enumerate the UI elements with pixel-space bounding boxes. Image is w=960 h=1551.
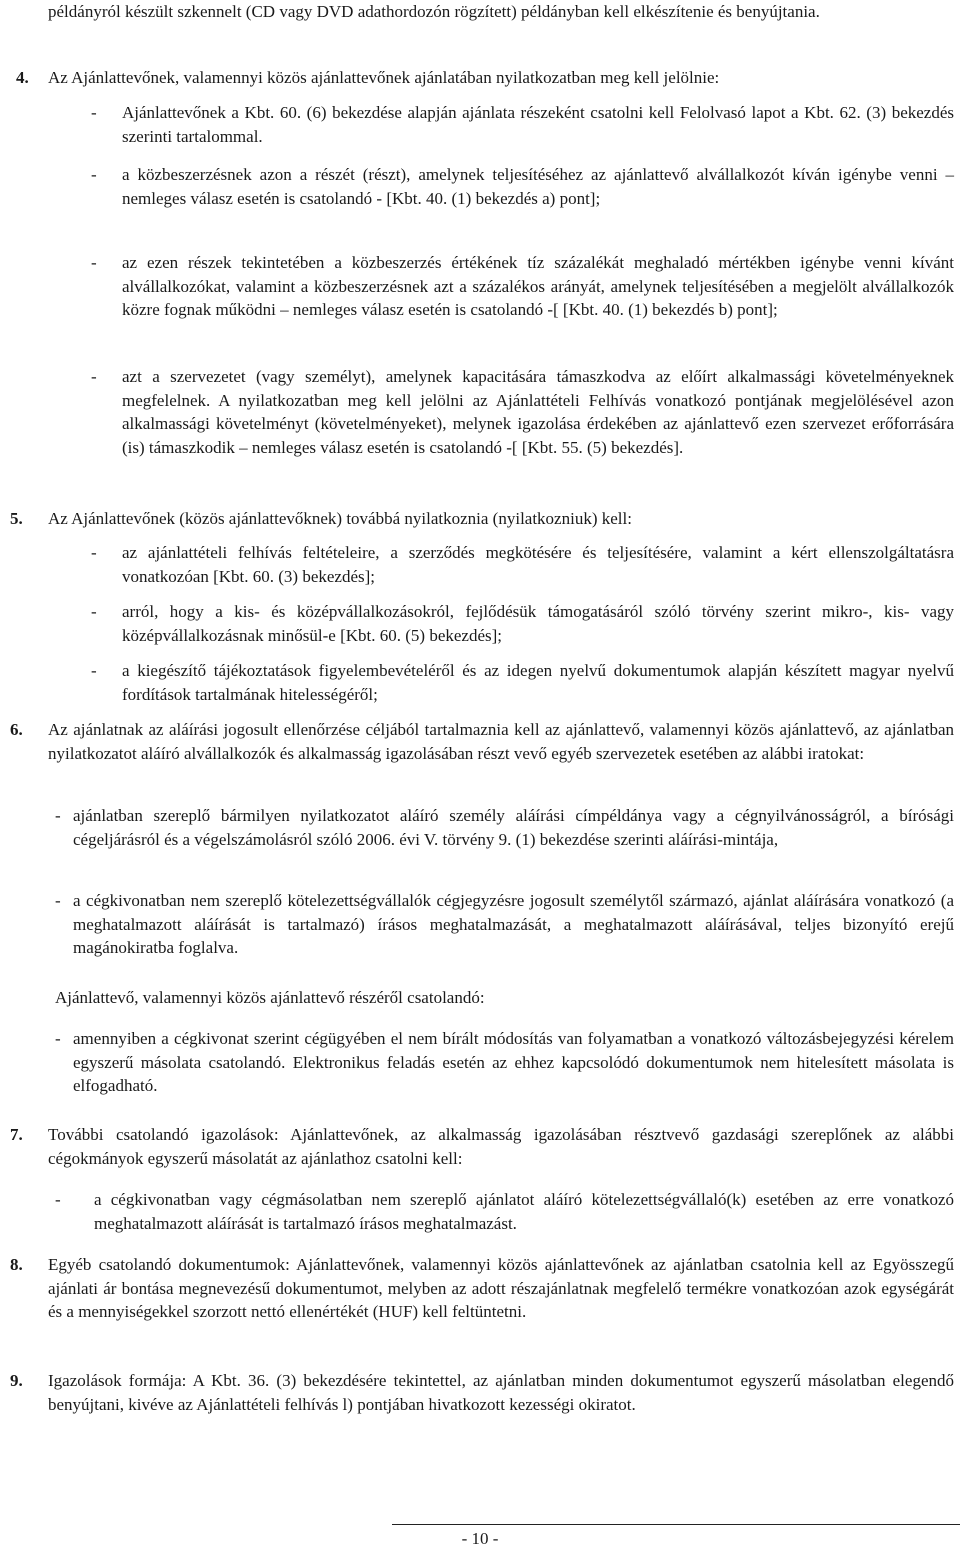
dash-bullet: - — [91, 165, 97, 184]
section-4-item-2: a közbeszerzésnek azon a részét (részt), amelynek teljesítéséhez az ajánlattevő alvállalkozót kíván igénybe venni – nemleges válasz esetén is csatolandó - [Kbt. 40. (1) bekezdés a) pont]; — [122, 165, 954, 208]
section-4-item-4: azt a szervezetet (vagy személyt), amelynek kapacitására támaszkodva az előírt alkalmassági követelményeknek megfelelnek. A nyilatkozatban meg kell jelölni az Ajánlattételi Felhívás vonatkozó pontjának megjelölésével azon alkalmassági követelményt (követelményeket), melynek igazolása érdekében az ajánlattevő ezen szervezet erőforrására (is) támaszkodik – nemleges válasz esetén is csatolandó -[ [Kbt. 55. (5) bekezdés]. — [122, 367, 954, 457]
dash-bullet: - — [55, 1190, 61, 1209]
dash-bullet: - — [55, 806, 61, 825]
section-4-intro: Az Ajánlattevőnek, valamennyi közös ajánlattevőnek ajánlatában nyilatkozatban meg kell jelölnie: — [48, 68, 720, 87]
section-5-intro: Az Ajánlattevőnek (közös ajánlattevőknek) továbbá nyilatkoznia (nyilatkozniuk) kell: — [48, 509, 632, 528]
dash-bullet: - — [91, 253, 97, 272]
dash-bullet: - — [91, 543, 97, 562]
section-6-intro: Az ajánlatnak az aláírási jogosult ellenőrzése céljából tartalmaznia kell az ajánlattevő, valamennyi közös ajánlattevő, az ajánlatban nyilatkozatot aláíró alvállalkozók és alkalmasság igazolásában részt vevő egyéb szervezetek esetében az alábbi iratokat: — [48, 720, 954, 763]
section-6-item-1: ajánlatban szereplő bármilyen nyilatkozatot aláíró személy aláírási címpéldánya vagy a cégnyilvánosságról, a bírósági cégeljárásról és a végelszámolásról szóló 2006. évi V. törvény 9. (1) bekezdése szerinti aláírási-mintája, — [73, 806, 954, 849]
section-6-sub-item: amennyiben a cégkivonat szerint cégügyében el nem bírált módosítás van folyamatban a vonatkozó változásbejegyzési kérelem egyszerű másolata csatolandó. Elektronikus feladás esetén az ehhez kapcsolódó dokumentumok nem hitelesített másolata is elfogadható. — [73, 1029, 954, 1095]
section-7-number: 7. — [10, 1125, 23, 1144]
section-4-item-3: az ezen részek tekintetében a közbeszerzés értékének tíz százalékát meghaladó mértékben igénybe venni kívánt alvállalkozókat, valamint a közbeszerzésnek azt a százalékos arányát, amelynek teljesítésében a megjelölt alvállalkozók közre fognak működni – nemleges válasz esetén is csatolandó -[ [Kbt. 40. (1) bekezdés b) pont]; — [122, 253, 954, 319]
section-6-sub-intro: Ajánlattevő, valamennyi közös ajánlattevő részéről csatolandó: — [55, 988, 485, 1007]
section-9-number: 9. — [10, 1371, 23, 1390]
section-8-text: Egyéb csatolandó dokumentumok: Ajánlattevőnek, valamennyi közös ajánlattevőnek az ajánlatban csatolnia kell az Egyösszegű ajánlati ár bontása megnevezésű dokumentumot, melyben az adott részajánlatnak megfelelő termékre vonatkozóan azok egységárát és a mennyiségekkel szorzott nettó ellenértékét (HUF) kell feltüntetni. — [48, 1255, 954, 1321]
section-5-item-2: arról, hogy a kis- és középvállalkozásokról, fejlődésük támogatásáról szóló törvény szerint mikro-, kis- vagy középvállalkozásnak minősül-e [Kbt. 60. (5) bekezdés]; — [122, 602, 954, 645]
section-5-item-3: a kiegészítő tájékoztatások figyelembevételéről és az idegen nyelvű dokumentumok alapján készített magyar nyelvű fordítások tartalmának hitelességéről; — [122, 661, 954, 704]
section-5-item-1: az ajánlattételi felhívás feltételeire, a szerződés megkötésére és teljesítésére, valamint a kért ellenszolgáltatásra vonatkozóan [Kbt. 60. (3) bekezdés]; — [122, 543, 954, 586]
section-8-number: 8. — [10, 1255, 23, 1274]
section-7-intro: További csatolandó igazolások: Ajánlattevőnek, az alkalmasság igazolásában résztvevő gazdasági szereplőnek az alábbi cégokmányok egyszerű másolatát az ajánlathoz csatolni kell: — [48, 1125, 954, 1168]
dash-bullet: - — [91, 602, 97, 621]
dash-bullet: - — [91, 367, 97, 386]
section-6-item-2: a cégkivonatban nem szereplő kötelezettségvállalók cégjegyzésre jogosult személytől származó, ajánlat aláírására vonatkozó (a meghatalmazott aláírását is tartalmazó) írásos meghatalmazását, a meghatalmazott aláírásával, teljes bizonyító erejű magánokiratba foglalva. — [73, 891, 954, 957]
footer-divider — [392, 1524, 960, 1525]
section-9-text: Igazolások formája: A Kbt. 36. (3) bekezdésére tekintettel, az ajánlatban minden dokumentumot egyszerű másolatban elegendő benyújtani, kivéve az Ajánlattételi felhívás l) pontjában hivatkozott kezességi okiratot. — [48, 1371, 954, 1414]
dash-bullet: - — [55, 1029, 61, 1048]
carryover-paragraph: példányról készült szkennelt (CD vagy DVD adathordozón rögzített) példányban kell elkészítenie és benyújtania. — [48, 2, 820, 21]
page-number: - 10 - — [461, 1529, 499, 1548]
section-4-item-1: Ajánlattevőnek a Kbt. 60. (6) bekezdése alapján ajánlata részeként csatolni kell Felolvasó lapot a Kbt. 62. (3) bekezdés szerinti tartalommal. — [122, 103, 954, 146]
section-5-number: 5. — [10, 509, 23, 528]
dash-bullet: - — [91, 103, 97, 122]
section-4-number: 4. — [16, 68, 29, 87]
dash-bullet: - — [91, 661, 97, 680]
dash-bullet: - — [55, 891, 61, 910]
section-6-number: 6. — [10, 720, 23, 739]
section-7-item-1: a cégkivonatban vagy cégmásolatban nem szereplő ajánlatot aláíró kötelezettségvállaló(k) esetében az erre vonatkozó meghatalmazott aláírását is tartalmazó írásos meghatalmazást. — [94, 1190, 954, 1233]
